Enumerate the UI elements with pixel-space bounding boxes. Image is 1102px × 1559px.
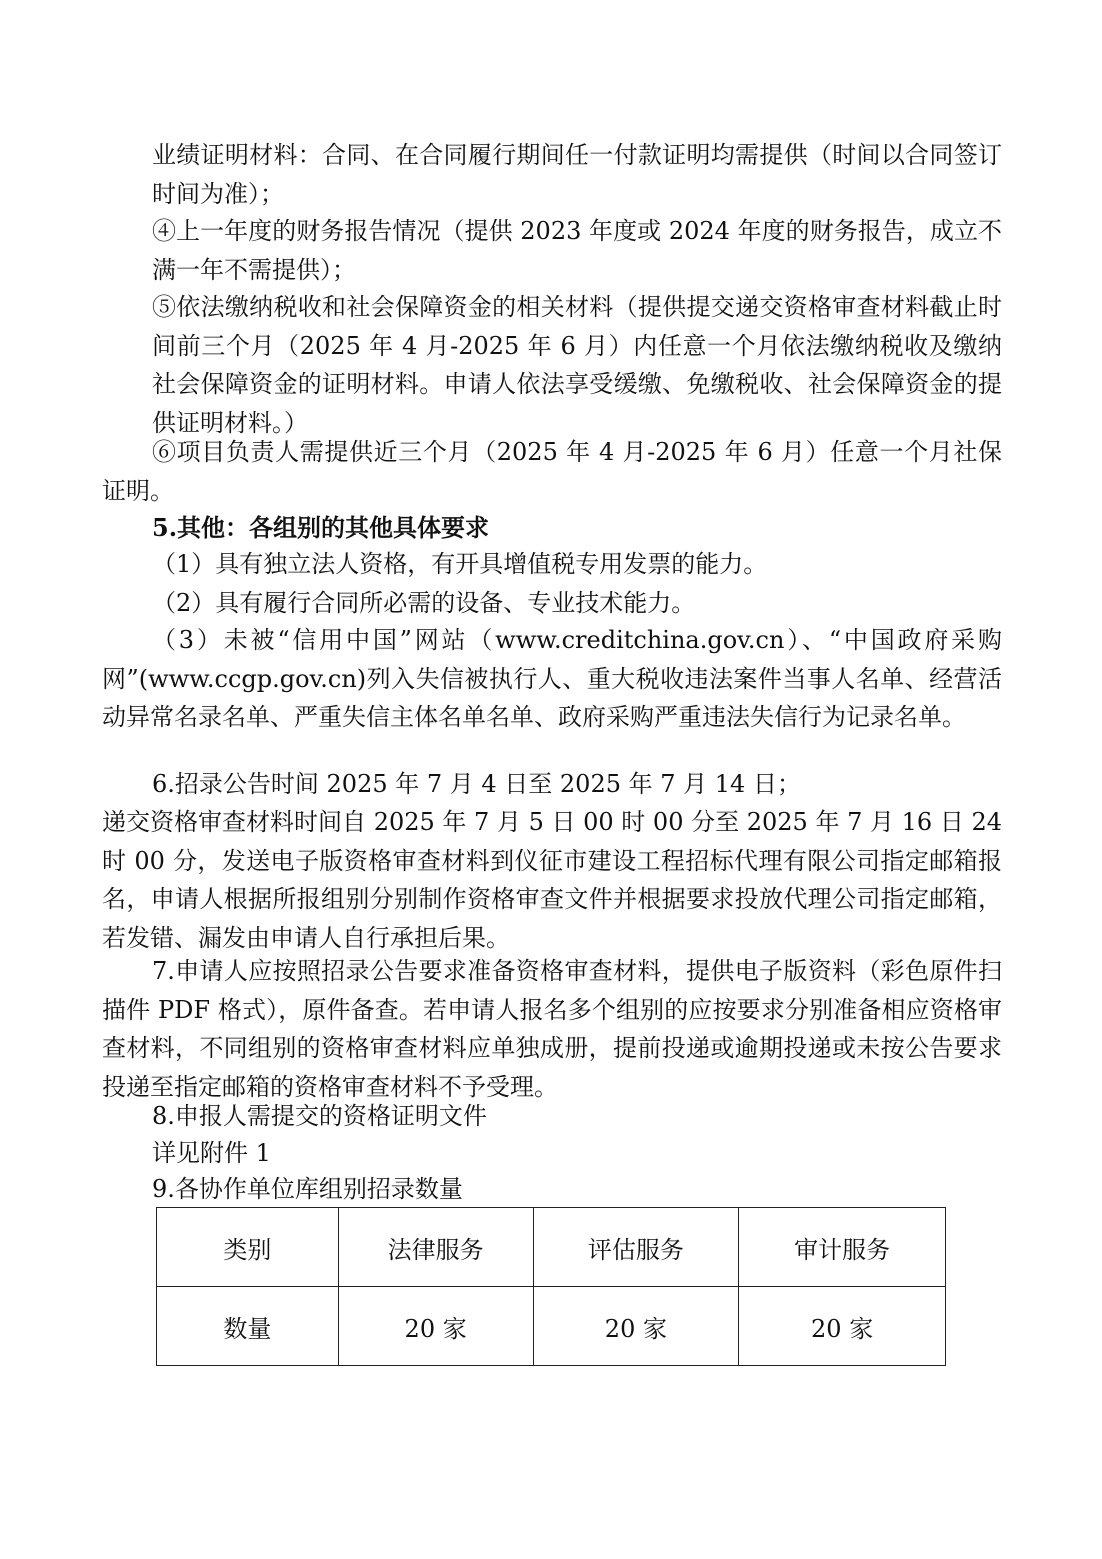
- financial-report-paragraph: ④上一年度的财务报告情况（提供 2023 年度或 2024 年度的财务报告，成立不满一年不需提供）；: [152, 217, 1002, 284]
- section-9-heading: 9.各协作单位库组别招录数量: [152, 1175, 463, 1203]
- quota-table: [156, 1207, 946, 1366]
- tax-social-security-paragraph: ⑤依法缴纳税收和社会保障资金的相关材料（提供提交递交资格审查材料截止时间前三个月（2025 年 4 月-2025 年 6 月）内任意一个月依法缴纳税收及缴纳社会保障资金的证明材料。申请人依法享受缓缴、免缴税收、社会保障资金的提供证明材料。）: [152, 293, 1002, 437]
- performance-proof-paragraph: 业绩证明材料：合同、在合同履行期间任一付款证明均需提供（时间以合同签订时间为准）；: [152, 141, 1002, 208]
- section-8-heading: 8.申报人需提交的资格证明文件: [152, 1102, 487, 1130]
- requirement-3: （3）未被“信用中国”网站（www.creditchina.gov.cn）、“中国政府采购网”(www.ccgp.gov.cn)列入失信被执行人、重大税收违法案件当事人名单、经营活动异常名录名单、严重失信主体名单名单、政府采购严重违法失信行为记录名单。: [102, 626, 1002, 732]
- submission-time-paragraph: 递交资格审查材料时间自 2025 年 7 月 5 日 00 时 00 分至 2025 年 7 月 16 日 24 时 00 分，发送电子版资格审查材料到仪征市建设工程招标代理有限公司指定邮箱报名，申请人根据所报组别分别制作资格审查文件并根据要求投放代理公司指定邮箱，若发错、漏发由申请人自行承担后果。: [102, 808, 1002, 952]
- table-row: [157, 1287, 946, 1366]
- requirement-2: （2）具有履行合同所必需的设备、专业技术能力。: [152, 589, 696, 617]
- table-header-row: [157, 1208, 946, 1287]
- materials-requirement-paragraph: 7.申请人应按照招录公告要求准备资格审查材料，提供电子版资料（彩色原件扫描件 PDF 格式），原件备查。若申请人报名多个组别的应按要求分别准备相应资格审查材料，不同组别的资格审查材料应单独成册，提前投递或逾期投递或未按公告要求投递至指定邮箱的资格审查材料不予受理。: [102, 957, 1002, 1101]
- table-cell: 20 家: [338, 1287, 533, 1366]
- table-cell: 20 家: [533, 1287, 739, 1366]
- section-5-heading: 5.其他：各组别的其他具体要求: [152, 513, 490, 542]
- table-header-cell: 类别: [157, 1208, 339, 1287]
- requirement-1: （1）具有独立法人资格，有开具增值税专用发票的能力。: [152, 550, 768, 578]
- attachment-reference: 详见附件 1: [152, 1139, 271, 1167]
- project-leader-paragraph: ⑥项目负责人需提供近三个月（2025 年 4 月-2025 年 6 月）任意一个月社保证明。: [102, 438, 1002, 505]
- table-cell: 20 家: [739, 1287, 946, 1366]
- table-cell: 数量: [157, 1287, 339, 1366]
- table-header-cell: 审计服务: [739, 1208, 946, 1287]
- table-header-cell: 法律服务: [338, 1208, 533, 1287]
- table-header-cell: 评估服务: [533, 1208, 739, 1287]
- announcement-time-paragraph: 6.招录公告时间 2025 年 7 月 4 日至 2025 年 7 月 14 日；: [152, 770, 801, 798]
